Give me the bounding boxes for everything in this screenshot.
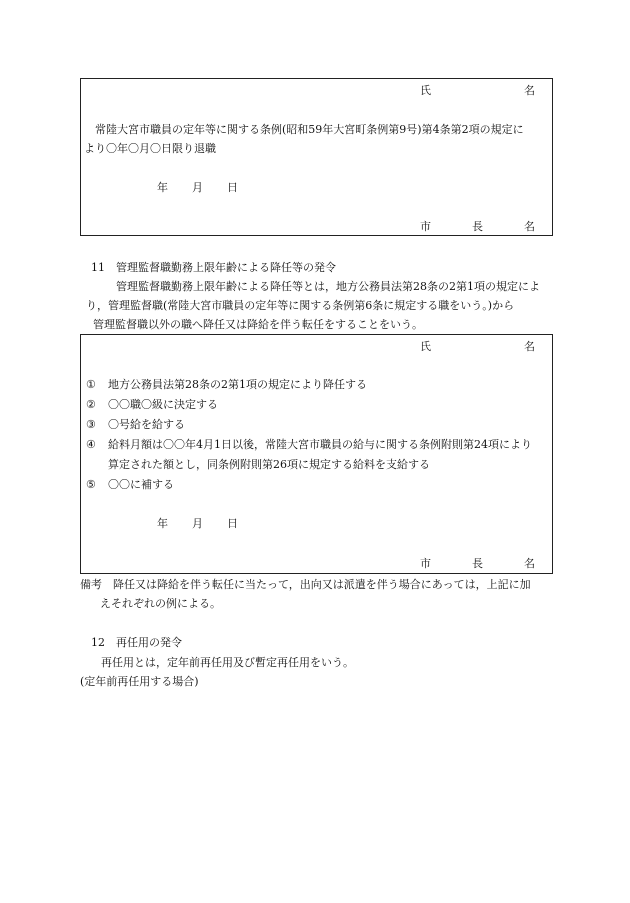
- item-number: ①: [86, 378, 96, 391]
- section-11-heading: 11 管理監督職勤務上限年齢による降任等の発令: [91, 261, 336, 274]
- date-month: 月: [192, 181, 203, 194]
- notice-box-demotion: [80, 334, 553, 574]
- item-number: ②: [86, 398, 96, 411]
- date-year: 年: [157, 517, 168, 530]
- item-number: ③: [86, 418, 96, 431]
- section-11-para-line1: 管理監督職勤務上限年齢による降任等とは，地方公務員法第28条の2第1項の規定によ: [116, 280, 540, 293]
- signature-mayor: 長: [472, 220, 483, 233]
- section-11-para-line2: り，管理監督職(常陸大宮市職員の定年等に関する条例第6条に規定する職をいう。)から: [86, 299, 515, 312]
- date-year: 年: [157, 181, 168, 194]
- retirement-text-line2: より〇年〇月〇日限り退職: [84, 142, 216, 155]
- item-text: 給料月額は〇〇年4月1日以後，常陸大宮市職員の給与に関する条例附則第24項により: [108, 438, 532, 451]
- date-month: 月: [192, 517, 203, 530]
- item-text: 〇〇に補する: [108, 478, 174, 491]
- date-day: 日: [227, 181, 238, 194]
- name-label-1: 氏: [420, 340, 431, 353]
- name-label-1: 氏: [420, 84, 431, 97]
- signature-city: 市: [420, 220, 431, 233]
- date-day: 日: [227, 517, 238, 530]
- item-text-continuation: 算定された額とし，同条例附則第26項に規定する給料を支給する: [108, 458, 430, 471]
- item-number: ④: [86, 438, 96, 451]
- remark-line2: えそれぞれの例による。: [100, 597, 221, 610]
- item-text: 〇〇職〇級に決定する: [108, 398, 218, 411]
- retirement-text-line1: 常陸大宮市職員の定年等に関する条例(昭和59年大宮町条例第9号)第4条第2項の規定に: [95, 123, 524, 136]
- name-label-2: 名: [524, 340, 535, 353]
- name-label-2: 名: [524, 84, 535, 97]
- item-text: 地方公務員法第28条の2第1項の規定により降任する: [108, 378, 367, 391]
- section-12-para: 再任用とは，定年前再任用及び暫定再任用をいう。: [101, 656, 354, 669]
- section-12-subheading: (定年前再任用する場合): [80, 675, 199, 688]
- item-number: ⑤: [86, 478, 96, 491]
- remark-line1: 備考 降任又は降給を伴う転任に当たって，出向又は派遣を伴う場合にあっては，上記に加: [80, 578, 531, 591]
- item-text: 〇号給を給する: [108, 418, 185, 431]
- signature-name: 名: [524, 557, 535, 570]
- signature-name: 名: [524, 220, 535, 233]
- section-12-heading: 12 再任用の発令: [91, 636, 182, 649]
- section-11-para-line3: 管理監督職以外の職へ降任又は降給を伴う転任をすることをいう。: [93, 318, 423, 331]
- notice-box-retirement: [80, 78, 553, 236]
- signature-city: 市: [420, 557, 431, 570]
- signature-mayor: 長: [472, 557, 483, 570]
